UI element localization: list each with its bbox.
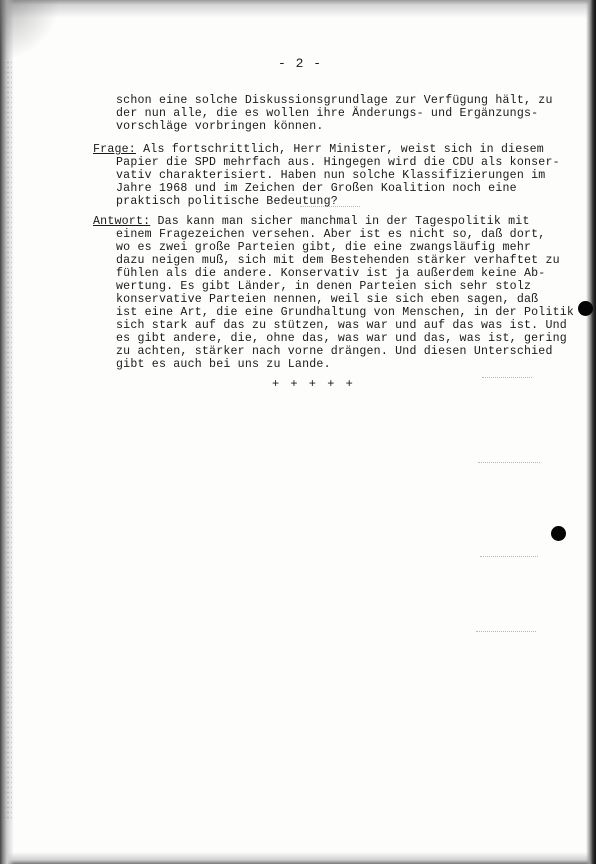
text-line: gibt es auch bei uns zu Lande.: [116, 358, 331, 371]
text-line: dazu neigen muß, sich mit dem Bestehenden stärker verhaftet zu: [116, 254, 560, 267]
scan-edge-bottom: [0, 852, 596, 864]
answer-first-line: [93, 215, 530, 228]
question-first-line: [93, 143, 544, 156]
text-line: ist eine Art, die eine Grundhaltung von Menschen, in der Politik: [116, 306, 575, 319]
question-label: Frage:: [93, 143, 136, 156]
text-line: wertung. Es gibt Länder, in denen Parteien sich sehr stolz: [116, 280, 532, 293]
page-number: - 2 -: [277, 56, 322, 71]
text-line: wo es zwei große Parteien gibt, die eine zwangsläufig mehr: [116, 241, 532, 254]
text-line: einem Fragezeichen versehen. Aber ist es nicht so, daß dort,: [116, 228, 546, 241]
text-line: der nun alle, die es wollen ihre Änderungs- und Ergänzungs-: [116, 107, 539, 120]
text-line: vorschläge vorbringen können.: [116, 120, 324, 133]
text-line: sich stark auf das zu stützen, was war und auf das was ist. Und: [116, 319, 567, 332]
bleed-through-mark: [476, 631, 536, 633]
answer-text: Das kann man sicher manchmal in der Tagespolitik mit: [157, 215, 530, 228]
bleed-through-mark: [482, 377, 532, 379]
scan-speckle: [2, 60, 12, 820]
scan-edge-top: [0, 0, 596, 18]
answer-label: Antwort:: [93, 215, 151, 228]
scan-corner-shadow: [0, 0, 60, 60]
text-line: Jahre 1968 und im Zeichen der Großen Koalition noch eine: [116, 182, 517, 195]
punch-hole: [578, 301, 593, 316]
text-line: schon eine solche Diskussionsgrundlage zur Verfügung hält, zu: [116, 94, 553, 107]
punch-hole: [551, 526, 566, 541]
text-line: fühlen als die andere. Konservativ ist ja außerdem keine Ab-: [116, 267, 546, 280]
text-line: vativ charakterisiert. Haben nun solche Klassifizierungen im: [116, 169, 546, 182]
scan-edge-right: [586, 0, 596, 864]
bleed-through-mark: [478, 462, 540, 464]
bleed-through-mark: [480, 556, 538, 558]
text-line: konservative Parteien nennen, weil sie sich eben sagen, daß: [116, 293, 539, 306]
text-line: praktisch politische Bedeutung?: [116, 195, 338, 208]
end-of-text-mark: + + + + +: [272, 377, 355, 391]
text-line: es gibt andere, die, ohne das, was war und das, was ist, gering: [116, 332, 567, 345]
text-line: zu achten, stärker nach vorne drängen. Und diesen Unterschied: [116, 345, 553, 358]
text-line: Papier die SPD mehrfach aus. Hingegen wird die CDU als konser-: [116, 156, 560, 169]
question-text: Als fortschrittlich, Herr Minister, weist sich in diesem: [143, 143, 544, 156]
